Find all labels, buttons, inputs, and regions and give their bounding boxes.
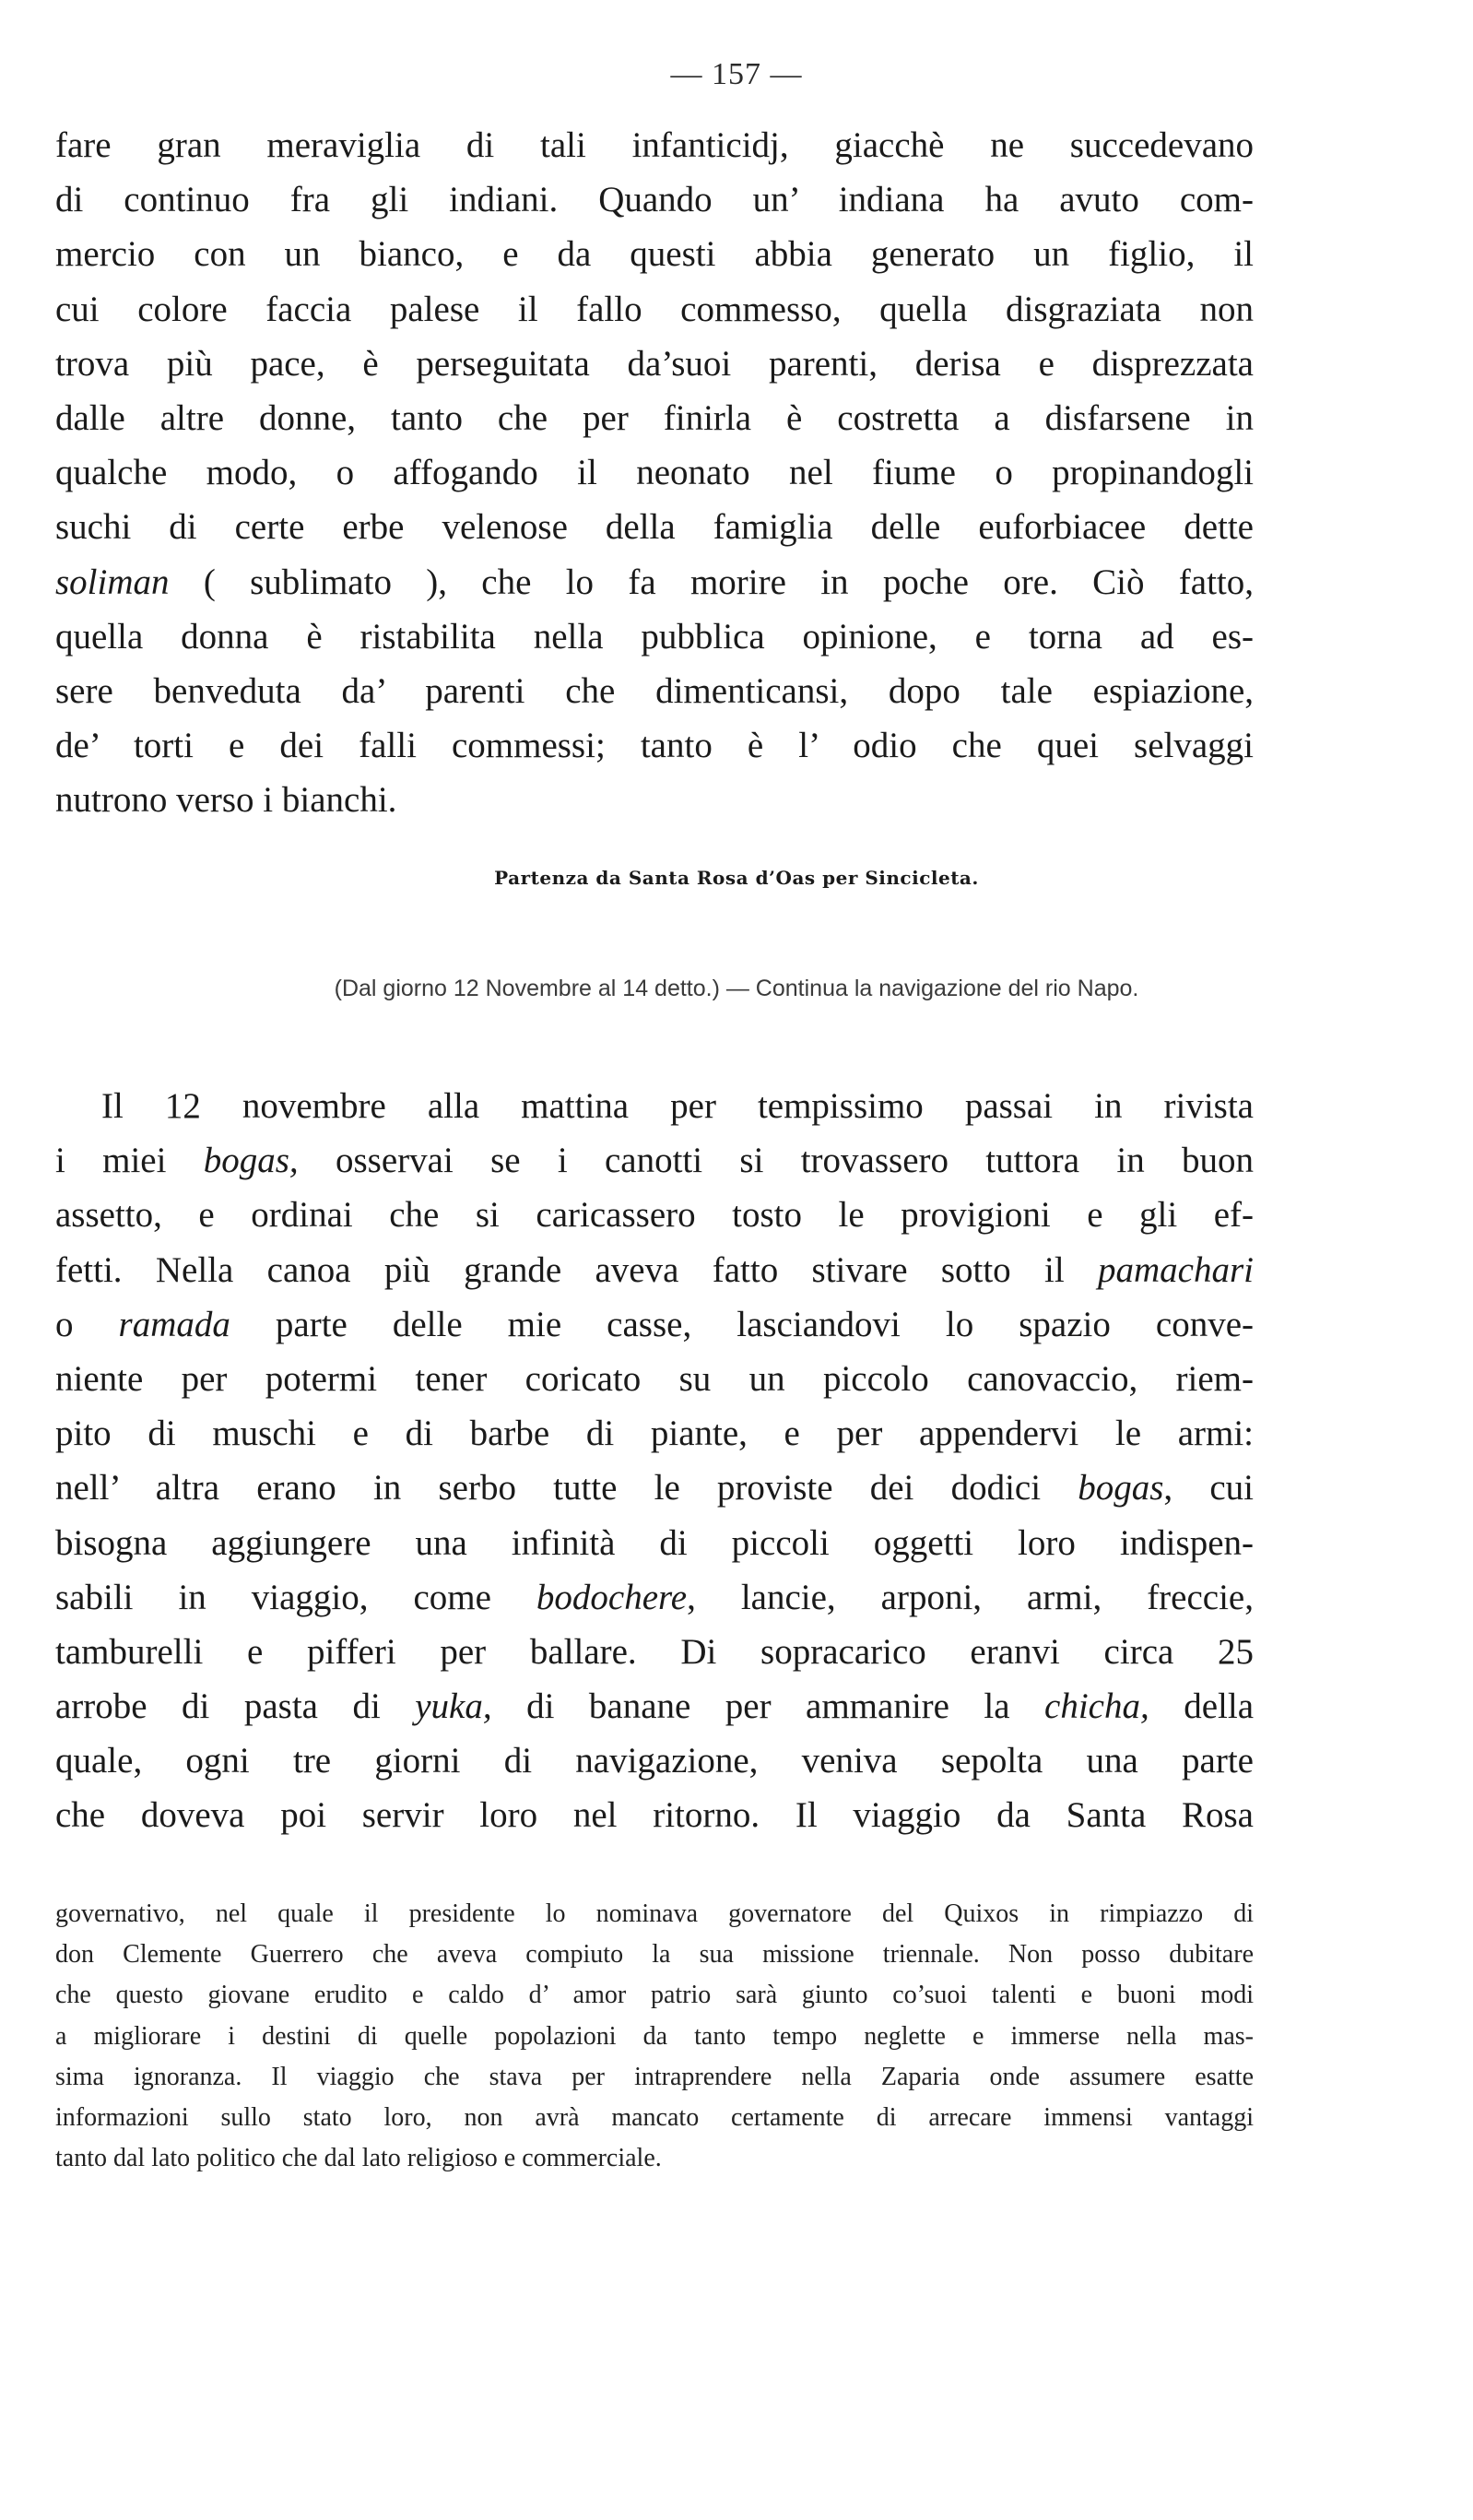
- text-fragment: o: [55, 1304, 119, 1344]
- text-line: mercio con un bianco, e da questi abbia generato un figlio, il: [55, 234, 1254, 275]
- footnote-line: a migliorare i destini di quelle popolazioni da tanto tempo neglette e immerse nella mas-: [55, 2021, 1254, 2051]
- text-line: sere benveduta da’ parenti che dimenticansi, dopo tale espiazione,: [55, 670, 1254, 711]
- text-line: quella donna è ristabilita nella pubblica opinione, e torna ad es-: [55, 616, 1254, 657]
- text-line: [55, 1461, 1254, 1515]
- text-fragment: i miei: [55, 1141, 204, 1181]
- text-fragment: nell’ altra erano in serbo tutte le proviste dei dodici: [55, 1468, 1078, 1508]
- text-fragment: , cui: [1163, 1468, 1254, 1508]
- page-number: — 157 —: [670, 57, 803, 91]
- italic-term: yuka,: [415, 1686, 492, 1727]
- italic-term: bogas: [1078, 1468, 1164, 1508]
- text-line: bisogna aggiungere una infinità di piccoli oggetti loro indispen-: [55, 1522, 1254, 1563]
- text-line: fare gran meraviglia di tali infanticidj, giacchè ne succedevano: [55, 125, 1254, 165]
- italic-term: pamachari: [1098, 1249, 1254, 1290]
- text-line: trova più pace, è perseguitata da’suoi parenti, derisa e disprezzata: [55, 343, 1254, 384]
- italic-term: bodochere: [536, 1577, 688, 1617]
- paragraph-continued: [55, 118, 1254, 827]
- text-line: quale, ogni tre giorni di navigazione, veniva sepolta una parte: [55, 1741, 1254, 1781]
- text-line: Il 12 novembre alla mattina per tempissimo passai in rivista: [101, 1086, 1254, 1126]
- text-fragment: sabili in viaggio, come: [55, 1577, 536, 1617]
- text-fragment: osservai se i canotti si trovassero tuttora in buon: [298, 1141, 1254, 1181]
- text-line: che doveva poi servir loro nel ritorno. Il viaggio da Santa Rosa: [55, 1795, 1254, 1836]
- italic-term: soliman: [55, 562, 170, 602]
- text-line: assetto, e ordinai che si caricassero tosto le provigioni e gli ef-: [55, 1195, 1254, 1236]
- footnote-line: tanto dal lato politico che dal lato religioso e commerciale.: [55, 2144, 662, 2173]
- italic-term: chicha,: [1044, 1686, 1149, 1727]
- text-fragment: parte delle mie casse, lasciandovi lo spazio conve-: [230, 1304, 1254, 1344]
- text-line: nutrono verso i bianchi.: [55, 780, 397, 821]
- footnote-line: don Clemente Guerrero che aveva compiuto la sua missione triennale. Non posso dubitare: [55, 1940, 1254, 1970]
- text-line: [55, 1679, 1254, 1733]
- text-fragment: arrobe di pasta di: [55, 1686, 416, 1727]
- text-line: [55, 1133, 1254, 1188]
- text-line: qualche modo, o affogando il neonato nel fiume o propinandogli: [55, 453, 1254, 493]
- text-line: pito di muschi e di barbe di piante, e per appendervi le armi:: [55, 1414, 1254, 1454]
- text-line: suchi di certe erbe velenose della famiglia delle euforbiacee dette: [55, 507, 1254, 548]
- text-line: [55, 1243, 1254, 1297]
- italic-term: bogas,: [203, 1141, 299, 1181]
- footnote-line: informazioni sullo stato loro, non avrà mancato certamente di arrecare immensi vantaggi: [55, 2102, 1254, 2132]
- text-line: dalle altre donne, tanto che per finirla è costretta a disfarsene in: [55, 397, 1254, 438]
- section-subheading: (Dal giorno 12 Novembre al 14 detto.) — Continua la navigazione del rio Napo.: [334, 976, 1139, 1001]
- section-heading: Partenza da Santa Rosa d’Oas per Sincicleta.: [494, 867, 979, 889]
- text-line: tamburelli e pifferi per ballare. Di sopracarico eranvi circa 25: [55, 1631, 1254, 1672]
- text-line: [55, 1297, 1254, 1352]
- footnote-line: governativo, nel quale il presidente lo nominava governatore del Quixos in rimpiazzo di: [55, 1899, 1254, 1928]
- text-line: niente per potermi tener coricato su un piccolo canovaccio, riem-: [55, 1358, 1254, 1399]
- text-line: de’ torti e dei falli commessi; tanto è l’ odio che quei selvaggi: [55, 726, 1254, 766]
- footnote: [55, 1894, 1254, 2179]
- text-fragment: di banane per ammanire la: [491, 1686, 1045, 1727]
- paragraph-main: [55, 1079, 1254, 1843]
- text-fragment: ( sublimato ), che lo fa morire in poche ore. Ciò fatto,: [169, 562, 1254, 602]
- text-fragment: della: [1149, 1686, 1254, 1727]
- text-line: [55, 555, 1254, 609]
- text-line: cui colore faccia palese il fallo commesso, quella disgraziata non: [55, 289, 1254, 329]
- footnote-line: sima ignoranza. Il viaggio che stava per intraprendere nella Zaparia onde assumere esatte: [55, 2062, 1254, 2091]
- text-fragment: fetti. Nella canoa più grande aveva fatto stivare sotto il: [55, 1249, 1098, 1290]
- text-line: [55, 1570, 1254, 1625]
- italic-term: ramada: [118, 1304, 230, 1344]
- text-line: di continuo fra gli indiani. Quando un’ indiana ha avuto com-: [55, 180, 1254, 220]
- text-fragment: , lancie, arponi, armi, freccie,: [687, 1577, 1254, 1617]
- footnote-line: che questo giovane erudito e caldo d’ amor patrio sarà giunto co’suoi talenti e buoni modi: [55, 1981, 1254, 2010]
